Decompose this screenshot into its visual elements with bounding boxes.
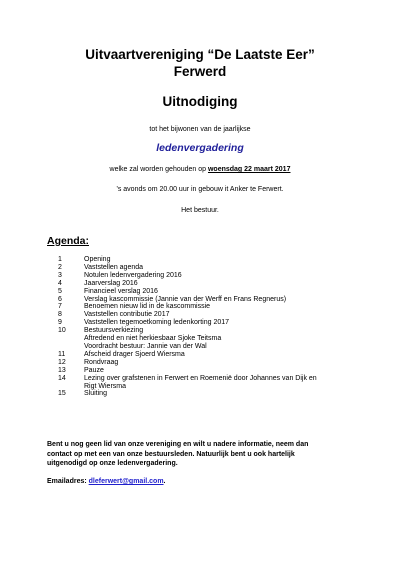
agenda-item-number xyxy=(58,383,84,391)
agenda-item-number: 14 xyxy=(58,374,66,382)
agenda-item-continuation xyxy=(58,343,358,351)
agenda-item-number xyxy=(58,335,84,343)
agenda-item xyxy=(58,327,358,335)
agenda-item-text: Verslag kascommissie (Jannie van der Werff en Frans Regnerus) xyxy=(84,295,287,303)
agenda-item xyxy=(58,351,358,359)
agenda-item xyxy=(58,303,358,311)
agenda-item-number xyxy=(58,343,84,351)
agenda-item-text: Pauze xyxy=(84,366,104,374)
agenda-item-text: Voordracht bestuur: Jannie van der Wal xyxy=(84,342,207,350)
email-line xyxy=(47,478,166,485)
agenda-item-number: 3 xyxy=(58,271,62,279)
agenda-item xyxy=(58,390,358,398)
membership-info xyxy=(47,440,365,469)
agenda-item-text: Vaststellen tegemoetkoming ledenkorting 2017 xyxy=(84,319,230,327)
agenda-heading: Agenda: xyxy=(47,235,89,247)
agenda-item-number: 7 xyxy=(58,303,62,311)
signature: Het bestuur. xyxy=(181,207,219,214)
meeting-name: ledenvergadering xyxy=(156,142,244,154)
agenda-item-number: 1 xyxy=(58,256,62,263)
agenda-item-number: 8 xyxy=(58,311,62,319)
organization-line-2: Ferwerd xyxy=(173,64,227,79)
agenda-item-text: Opening xyxy=(84,256,111,263)
agenda-item-text: Sluiting xyxy=(84,390,107,398)
agenda-item-text: Bestuursverkiezing xyxy=(84,327,144,335)
agenda-item xyxy=(58,256,358,264)
agenda-item-number: 10 xyxy=(58,327,66,335)
agenda-item xyxy=(58,280,358,288)
email-link[interactable]: dleferwert@gmail.com xyxy=(88,478,164,485)
agenda-item-continuation xyxy=(58,335,358,343)
agenda-item-text: Jaarverslag 2016 xyxy=(84,279,138,287)
agenda-item xyxy=(58,311,358,319)
agenda-item-number: 15 xyxy=(58,390,66,398)
agenda-item-number: 11 xyxy=(58,350,66,358)
agenda-item-text: Vaststellen agenda xyxy=(84,263,144,271)
agenda-item-number: 13 xyxy=(58,366,66,374)
membership-info-line: contact op met een van onze bestuursleden. Natuurlijk bent u ook hartelijk xyxy=(47,450,295,458)
agenda-item xyxy=(58,264,358,272)
agenda-item xyxy=(58,272,358,280)
agenda-item-text: Vaststellen contributie 2017 xyxy=(84,311,170,319)
agenda-item-text: Rondvraag xyxy=(84,358,119,366)
agenda-item xyxy=(58,359,358,367)
agenda-item-number: 12 xyxy=(58,358,66,366)
agenda-item-text: Notulen ledenvergadering 2016 xyxy=(84,271,182,279)
invitation-intro: tot het bijwonen van de jaarlijkse xyxy=(149,126,251,133)
agenda-item-text: Benoemen nieuw lid in de kascommissie xyxy=(84,303,211,311)
date-prefix: welke zal worden gehouden op xyxy=(109,166,208,173)
agenda-item-text: Afscheid drager Sjoerd Wiersma xyxy=(84,350,185,358)
agenda-item xyxy=(58,288,358,296)
agenda-item-number: 9 xyxy=(58,319,62,327)
agenda-item-number: 6 xyxy=(58,295,62,303)
membership-info-line: uitgenodigd op onze ledenvergadering. xyxy=(47,460,178,467)
agenda-item xyxy=(58,367,358,375)
document-title: Uitnodiging xyxy=(162,94,238,109)
agenda-item xyxy=(58,375,358,383)
agenda-item-number: 4 xyxy=(58,279,62,287)
agenda-item-text: Aftredend en niet herkiesbaar Sjoke Teitsma xyxy=(84,335,222,343)
meeting-time-place: ’s avonds om 20.00 uur in gebouw it Anker te Ferwert. xyxy=(116,186,284,193)
agenda-item-continuation xyxy=(58,383,358,391)
meeting-date: woensdag 22 maart 2017 xyxy=(207,166,291,173)
agenda-item xyxy=(58,319,358,327)
agenda-list xyxy=(58,256,358,398)
agenda-item-number: 5 xyxy=(58,287,62,295)
email-suffix: . xyxy=(163,478,166,485)
organization-name xyxy=(0,46,400,80)
email-label: Emailadres: xyxy=(47,478,89,485)
agenda-item-number: 2 xyxy=(58,263,62,271)
agenda-item-text: Rigt Wiersma xyxy=(84,382,127,390)
agenda-item-text: Lezing over grafstenen in Ferwert en Roemenië door Johannes van Dijk en xyxy=(84,374,317,382)
membership-info-line: Bent u nog geen lid van onze vereniging en wilt u nadere informatie, neem dan xyxy=(47,441,309,448)
organization-line-1: Uitvaartvereniging “De Laatste Eer” xyxy=(85,47,315,62)
agenda-item-text: Financieel verslag 2016 xyxy=(84,287,158,295)
agenda-item xyxy=(58,296,358,304)
meeting-date-line xyxy=(0,166,400,173)
